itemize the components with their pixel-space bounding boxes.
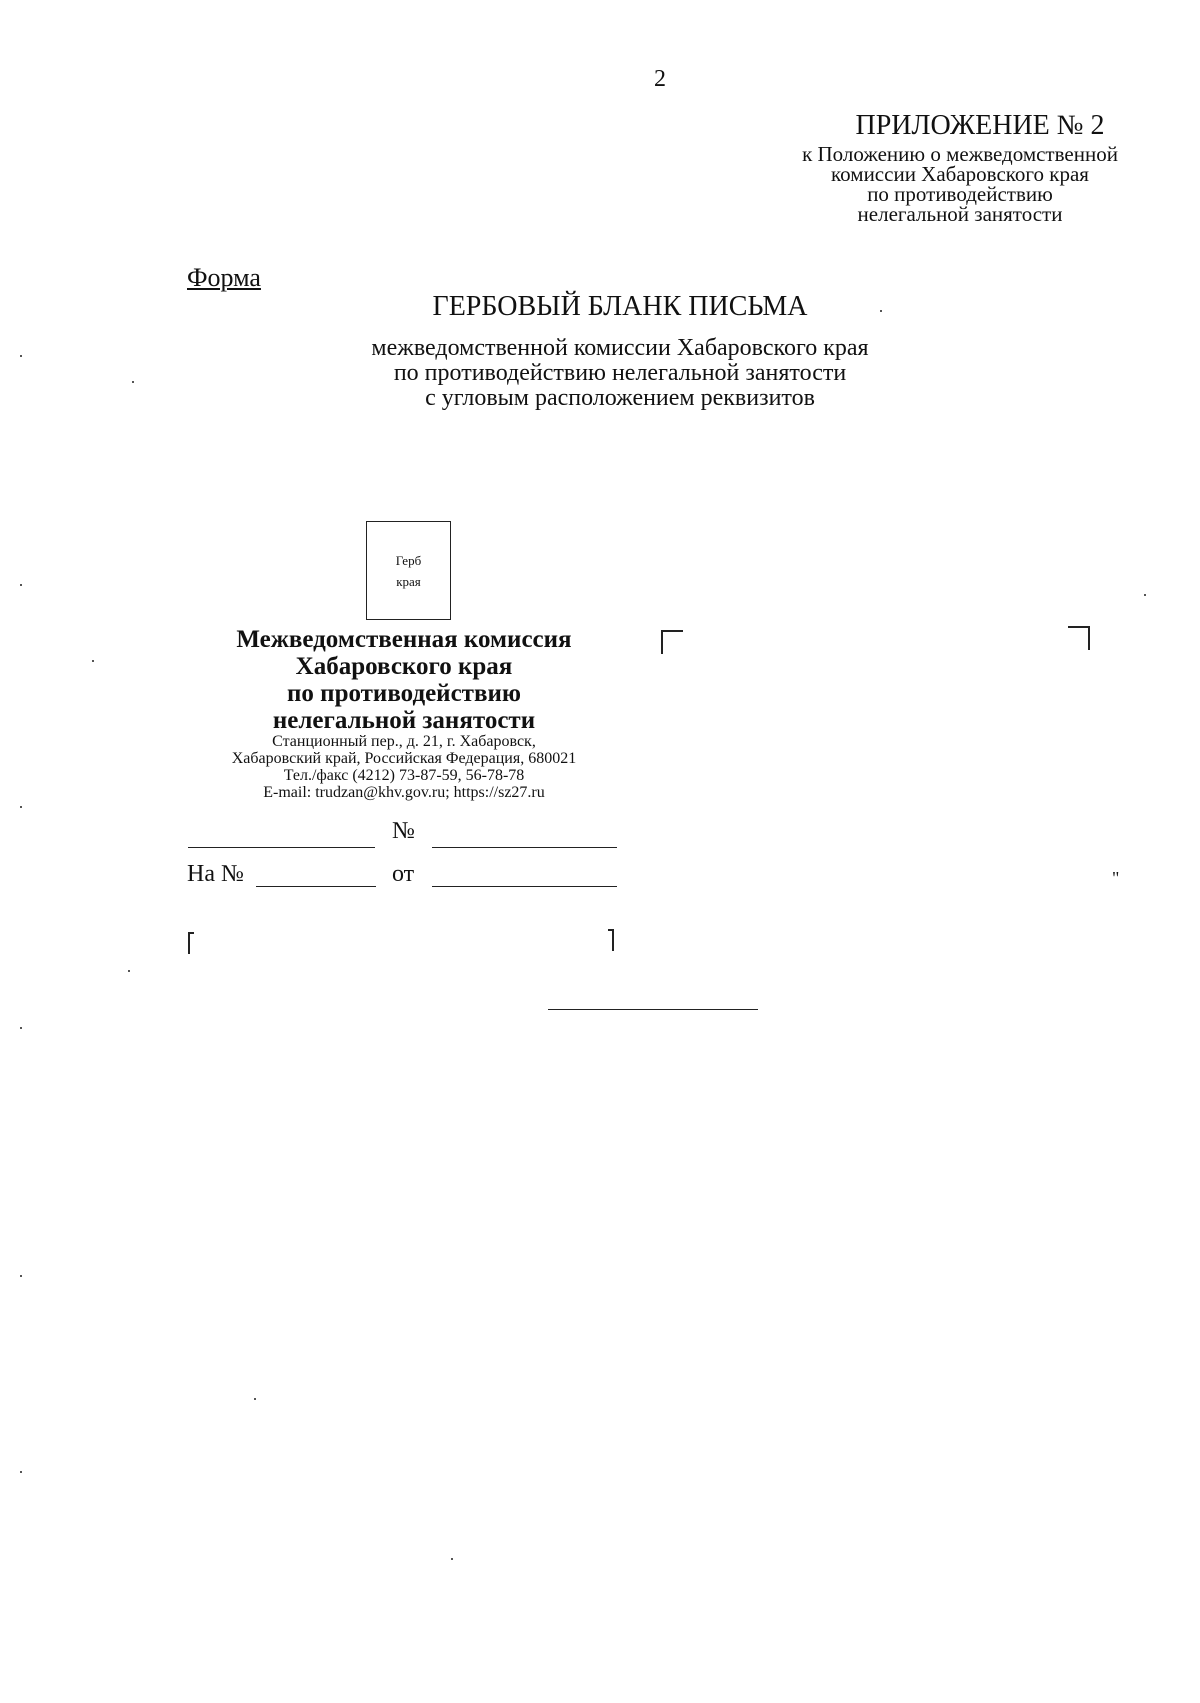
quote-mark: " bbox=[1112, 868, 1120, 888]
scan-speck bbox=[20, 1275, 22, 1277]
subject-corner-left bbox=[188, 932, 194, 954]
ref-date-label: от bbox=[392, 861, 415, 887]
signature-line[interactable] bbox=[548, 1009, 758, 1010]
heading-title: ГЕРБОВЫЙ БЛАНК ПИСЬМА bbox=[432, 291, 808, 322]
scan-speck bbox=[20, 1027, 22, 1029]
organization-name: Межведомственная комиссия Хабаровского края по противодействию нелегальной занятости bbox=[236, 626, 572, 734]
appendix-block bbox=[720, 110, 1200, 224]
subject-corner-right bbox=[608, 929, 614, 951]
appendix-title: ПРИЛОЖЕНИЕ № 2 bbox=[855, 110, 1105, 141]
scan-speck bbox=[20, 1471, 22, 1473]
scan-speck bbox=[132, 381, 134, 383]
emblem-placeholder bbox=[366, 521, 451, 620]
scan-speck bbox=[20, 584, 22, 586]
ref-date-line[interactable] bbox=[432, 886, 617, 887]
number-line[interactable] bbox=[432, 847, 617, 848]
number-sign: № bbox=[392, 818, 415, 844]
scan-speck bbox=[92, 660, 94, 662]
document-heading bbox=[0, 290, 1200, 411]
scan-speck bbox=[1144, 594, 1146, 596]
emblem-label: Герб края bbox=[395, 552, 422, 589]
scan-speck bbox=[254, 1398, 256, 1400]
scan-speck bbox=[20, 355, 22, 357]
scan-speck bbox=[20, 806, 22, 808]
heading-subtitle: межведомственной комиссии Хабаровского края по противодействию нелегальной занятости с угловым расположением реквизитов bbox=[371, 335, 869, 411]
appendix-subtitle: к Положению о межведомственной комиссии Хабаровского края по противодействию нелегальной занятости bbox=[802, 142, 1118, 226]
ref-number-label: На № bbox=[187, 861, 244, 887]
scan-speck bbox=[451, 1558, 453, 1560]
addressee-corner-right bbox=[1068, 626, 1090, 650]
addressee-corner-left bbox=[661, 630, 683, 654]
scan-speck bbox=[128, 970, 130, 972]
scan-speck bbox=[880, 310, 882, 312]
form-label: Форма bbox=[187, 263, 261, 292]
date-line[interactable] bbox=[188, 847, 375, 848]
page-number: 2 bbox=[654, 66, 666, 92]
ref-number-line[interactable] bbox=[256, 886, 376, 887]
organization-contacts: Станционный пер., д. 21, г. Хабаровск, Хабаровский край, Российская Федерация, 680021 Тел./факс (4212) 73-87-59, 56-78-78 E-mail: trudzan@khv.gov.ru; https://sz27.ru bbox=[231, 733, 577, 801]
